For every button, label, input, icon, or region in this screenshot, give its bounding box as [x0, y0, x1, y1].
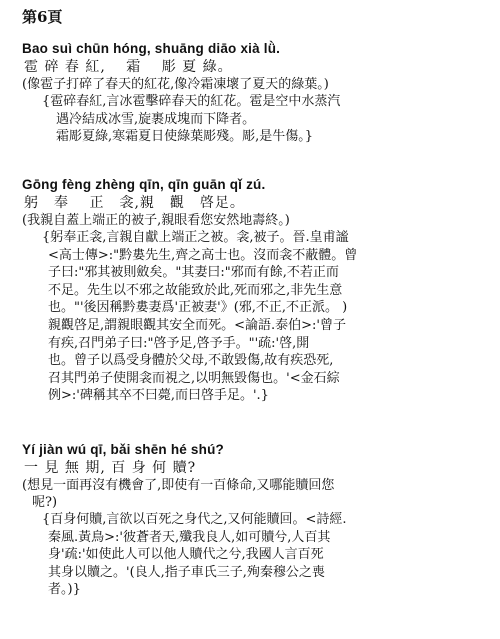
note-line: 其身以贖之。'(良人,指子車氏三子,殉秦穆公之喪: [48, 564, 325, 580]
stanza-verse: 雹 碎 春 紅, 霜 彫 夏 綠。: [24, 59, 233, 75]
stanza-translation: [22, 212, 492, 229]
note-line: <高士傳>:"黔婁先生,齊之高士也。沒而衾不蔽體。曾: [48, 247, 358, 263]
note-line: 者。)}: [48, 582, 81, 598]
stanza-pinyin: Yí jiàn wú qī, bǎi shēn hé shú?: [22, 442, 224, 457]
note-line: 親觀啓足,謂親眼觀其安全而死。<論語.泰伯>:'曾子: [48, 317, 347, 333]
note-line: 霜彫夏綠,寒霜夏日使綠葉彫殘。彫,是牛傷。}: [56, 129, 314, 145]
stanza-verse: 躬 奉 正 衾,親 觀 啓足。: [24, 195, 245, 211]
page-number: 第6頁: [22, 8, 63, 26]
note-line: 例>:'碑稱其卒不曰薨,而曰啓手足。'.}: [48, 388, 269, 404]
note-line: 有疾,召門弟子曰:"啓予足,啓予手。"'疏:'啓,開: [48, 335, 310, 351]
stanza-note: [42, 229, 492, 405]
note-line: 子曰:"邪其被則斂矣。"其妻曰:"邪而有餘,不若正而: [48, 265, 339, 281]
stanza-1: [22, 40, 492, 146]
note-line: 身'疏:'如使此人可以他人贖代之兮,我國人言百死: [48, 547, 324, 563]
translation-line: 呢?): [32, 495, 58, 510]
note-line: 召其門弟子使開衾而視之,以明無毀傷也。'<金石綜: [48, 370, 340, 386]
note-line: 秦風.黃鳥>:'彼蒼者天,殲我良人,如可贖兮,人百其: [48, 529, 331, 545]
stanza-note: [42, 93, 492, 146]
note-line: 不足。先生以不邪之故能致於此,死而邪之,非先生意: [48, 282, 343, 298]
note-line: 也。曾子以爲受身體於父母,不敢毀傷,故有疾恐死,: [48, 353, 334, 369]
translation-line: (我親自蓋上端正的被子,親眼看您安然地壽終。): [22, 213, 290, 228]
translation-line: (像雹子打碎了春天的紅花,像冷霜凍壞了夏天的綠葉。): [22, 77, 329, 92]
stanza-3: [22, 441, 492, 599]
stanza-translation: [22, 76, 492, 93]
stanza-note: [42, 511, 492, 599]
note-line: {躬奉正衾,言親自獻上端正之被。衾,被子。晉.皇甫謐: [42, 230, 349, 245]
note-line: {雹碎春紅,言冰雹擊碎春天的紅花。雹是空中水蒸汽: [42, 94, 341, 109]
translation-line: (想見一面再沒有機會了,即使有一百條命,又哪能贖回您: [22, 478, 335, 493]
stanza-verse: 一 見 無 期, 百 身 何 贖?: [24, 460, 197, 476]
note-line: 遇冷結成冰雪,旋裹成塊而下降者。: [56, 111, 256, 127]
note-line: 也。"'後因稱黔婁妻爲'正被妻'》(邪,不正,不正派。 ): [48, 300, 348, 316]
stanza-pinyin: Bao suì chūn hóng, shuāng diāo xià lǜ.: [22, 41, 281, 56]
stanza-translation: [22, 477, 492, 511]
stanza-pinyin: Gōng fèng zhèng qīn, qīn guān qǐ zú.: [22, 177, 266, 192]
note-line: {百身何贖,言欲以百死之身代之,又何能贖回。<詩經.: [42, 512, 347, 527]
stanza-2: [22, 176, 492, 405]
